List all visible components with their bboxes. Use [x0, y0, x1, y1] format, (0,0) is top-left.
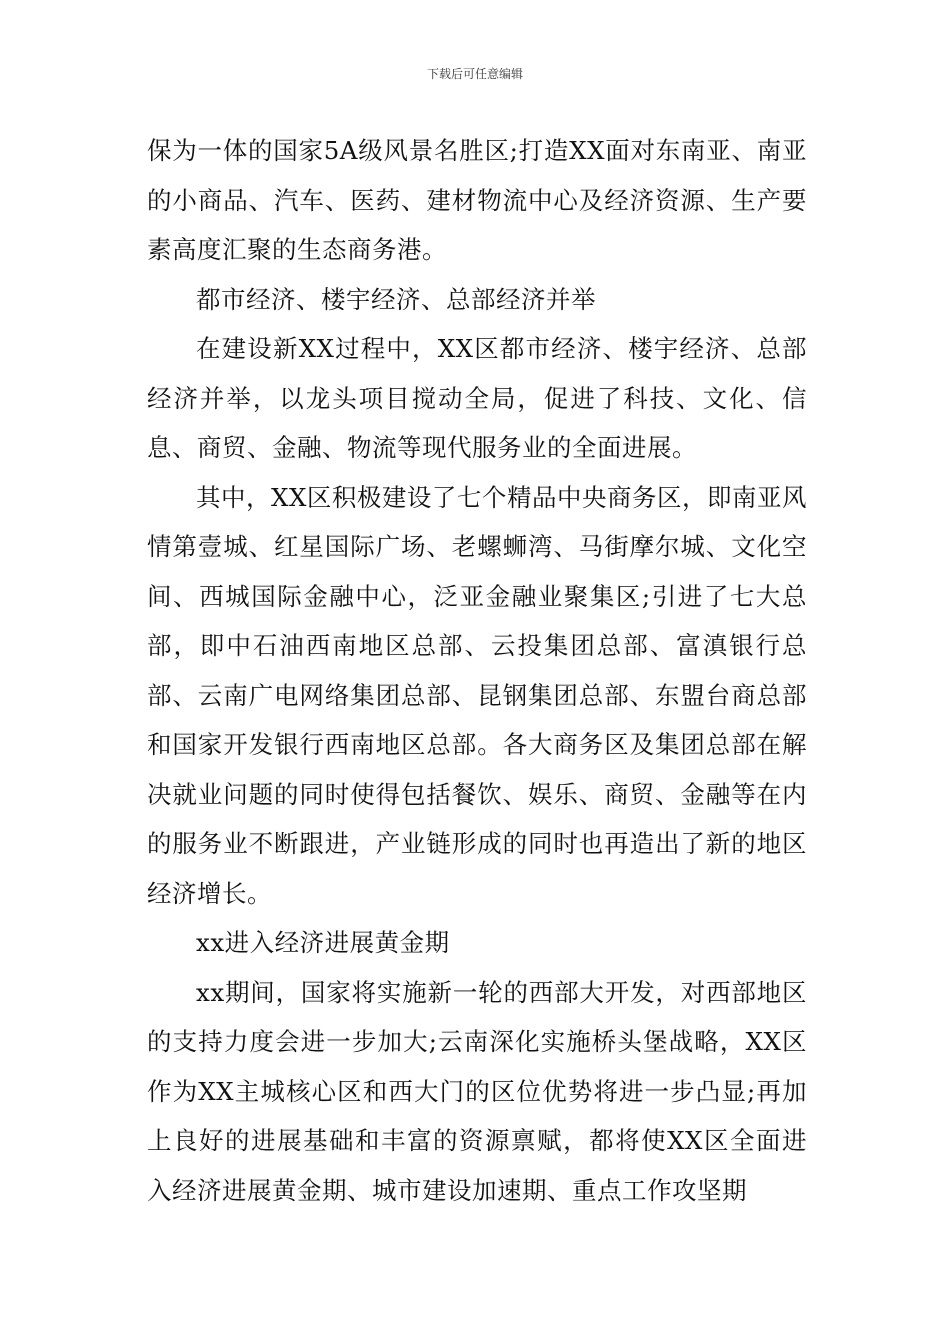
section-heading-golden-period: xx进入经济进展黄金期	[196, 928, 450, 957]
paragraph-business-districts: 其中，XX区积极建设了七个精品中央商务区，即南亚风情第壹城、红星国际广场、老螺蛳湾、马街摩尔城、文化空间、西城国际金融中心，泛亚金融业聚集区;引进了七大总部，即中石油西南地区总部、云投集团总部、富滇银行总部、云南广电网络集团总部、昆钢集团总部、东盟台商总部和国家开发银行西南地区总部。各大商务区及集团总部在解决就业问题的同时使得包括餐饮、娱乐、商贸、金融等在内的服务业不断跟进，产业链形成的同时也再造出了新的地区经济增长。	[147, 482, 807, 908]
page-header: 下载后可任意编辑	[426, 67, 523, 81]
document-body	[147, 126, 807, 1215]
paragraph-urban-economy: 在建设新XX过程中，XX区都市经济、楼宇经济、总部经济并举，以龙头项目搅动全局，促进了科技、文化、信息、商贸、金融、物流等现代服务业的全面进展。	[147, 334, 807, 462]
paragraph-golden-period: xx期间，国家将实施新一轮的西部大开发，对西部地区的支持力度会进一步加大;云南深化实施桥头堡战略，XX区作为XX主城核心区和西大门的区位优势将进一步凸显;再加上良好的进展基础和丰富的资源禀赋，都将使XX区全面进入经济进展黄金期、城市建设加速期、重点工作攻坚期	[147, 977, 807, 1205]
paragraph-continuation: 保为一体的国家5A级风景名胜区;打造XX面对东南亚、南亚的小商品、汽车、医药、建材物流中心及经济资源、生产要素高度汇聚的生态商务港。	[147, 136, 807, 264]
section-heading-urban-economy: 都市经济、楼宇经济、总部经济并举	[196, 284, 596, 314]
